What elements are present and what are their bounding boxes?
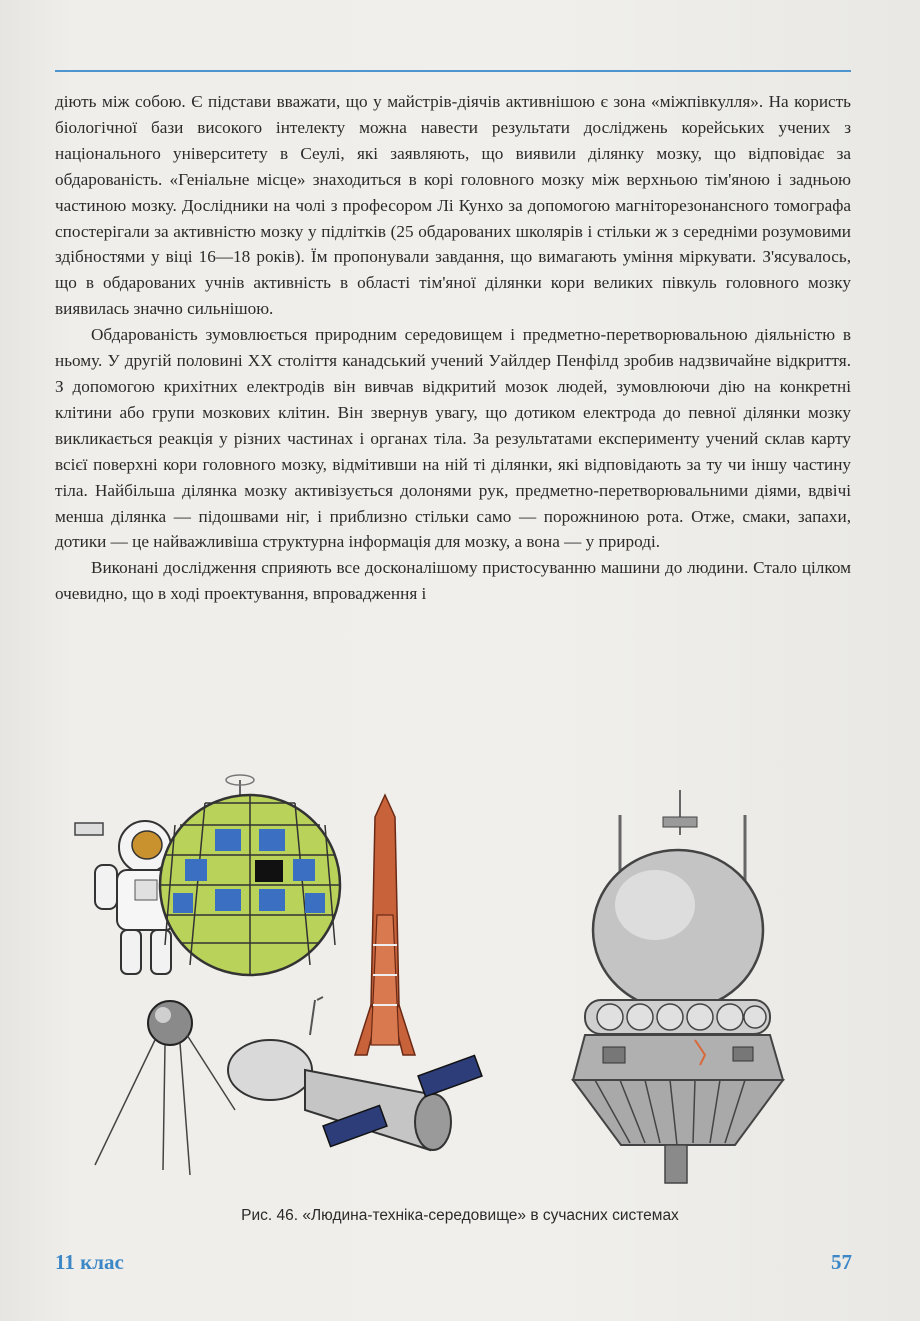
header-rule	[55, 70, 851, 72]
figure-caption: Рис. 46. «Людина-техніка-середовище» в сучасних системах	[241, 1207, 679, 1224]
vostok-capsule-image	[573, 790, 783, 1183]
page-number: 57	[831, 1250, 852, 1274]
telstar-satellite-image	[160, 775, 340, 975]
sputnik-image	[95, 1001, 235, 1175]
body-text	[55, 89, 851, 607]
paragraph-1: діють між собою. Є підстави вважати, що у майстрів-діячів активнішою є зона «міжпівкулля». На користь біологічної бази високого інтелекту можна навести результати досліджень корейських учених з національного університету в Сеулі, які заявляють, що виявили ділянку мозку, що відповідає за обдарованість. «Геніальне місце» знаходиться в корі головного мозку між верхньою тім'яною і задньою частиною мозку. Дослідники на чолі з професором Лі Кунхо за допомогою магніторезонансного томографа спостерігали за активністю мозку у підлітків (25 обдарованих школярів і стільки ж з середніми розумовими здібностями у віці 16—18 років). Їм пропонували завдання, що вимагають уміння міркувати. З'ясувалось, що в обдарованих учнів активність в області тім'яної ділянки кори великих півкуль головного мозку виявилась значно сильнішою.	[55, 92, 851, 319]
paragraph-3: Виконані дослідження сприяють все досконалішому пристосуванню машини до людини. Стало цілком очевидно, що в ході проектування, впровадження і	[55, 558, 851, 604]
paragraph-2: Обдарованість зумовлюється природним середовищем і предметно-перетворювальною діяльністю в ньому. У другій половині XX століття канадський учений Уайлдер Пенфілд зробив надзвичайне відкриття. З допомогою крихітних електродів він вивчав відкритий мозок людей, зумовлюючи дію на конкретні клітини або групи мозкових клітин. Він звернув увагу, що дотиком електрода до певної ділянки мозку викликається реакція у різних частинах і органах тіла. За результатами експерименту учений склав карту всієї поверхні кори головного мозку, відмітивши на ній ті ділянки, які відповідають за ту чи іншу частину тіла. Найбільша ділянка мозку активізується долонями рук, предметно-перетворювальними діями, вдвічі менша ділянка — підошвами ніг, і приблизно стільки само — порожниною рота. Отже, смаки, запахи, дотики — це найважливіша структурна інформація для мозку, а вона — у природі.	[55, 325, 851, 552]
soyuz-spacecraft-image	[228, 997, 482, 1150]
space-technology-illustration	[55, 765, 851, 1205]
footer-grade: 11 клас	[55, 1250, 124, 1274]
rocket-image	[355, 795, 415, 1055]
figure-46	[55, 765, 851, 1205]
